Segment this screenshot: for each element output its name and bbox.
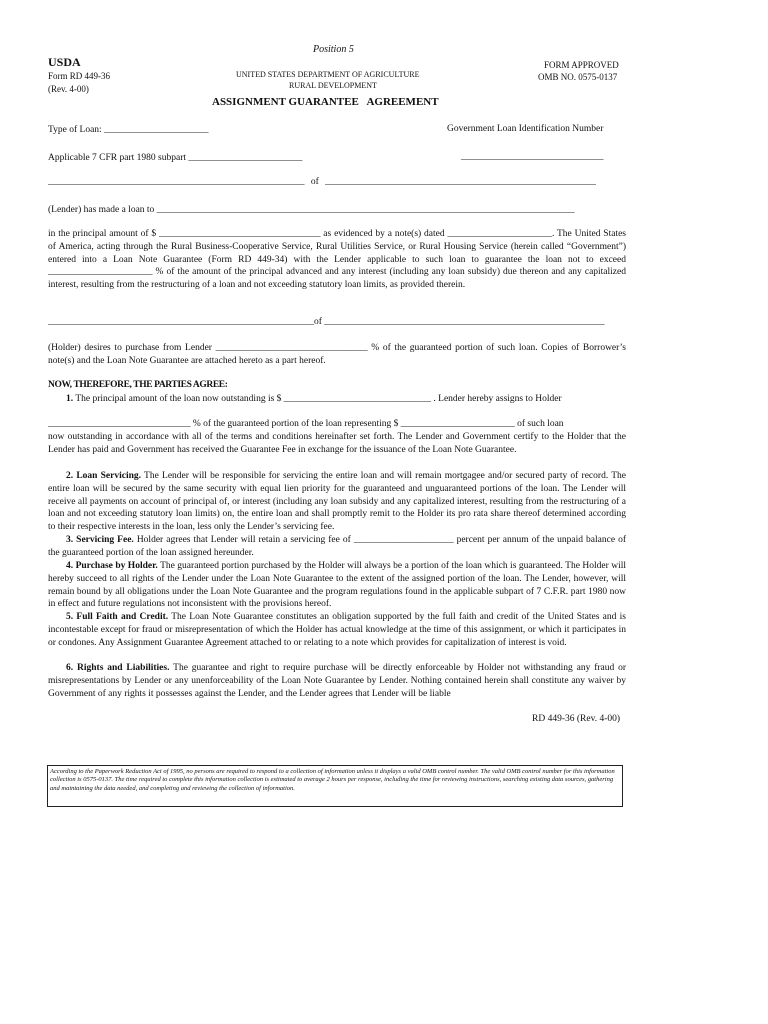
footer-form-ref: RD 449-36 (Rev. 4-00) <box>532 714 621 724</box>
intro-paragraph: in the principal amount of $ __________________________________ as evidenced by a note(s) dated ______________________. The United States of America, acting through the Rural Business-Cooperative Service, Rural Utilities Service, or Rural Housing Service (herein called “Government”) entered into a Loan Note Guarantee (Form RD 449-34) with the Lender applicable to such loan to guarantee the loan not to exceed ______________________ % of the amount of the principal advanced and any interest (including any loan subsidy) due thereon and any capitalized interest, resulting from the restructuring of a loan and not exceeding statutory loan limits, as provided therein. <box>48 229 626 291</box>
clause-4-number: 4. <box>66 561 74 571</box>
gov-loan-id-blank[interactable]: ______________________________ <box>461 152 604 162</box>
of-label: of <box>310 177 319 187</box>
lender-name-blank[interactable]: ______________________________________________________ <box>48 177 305 187</box>
clause-1-number: 1. <box>66 394 74 404</box>
holder-line <box>48 316 626 329</box>
agency-name: USDA <box>48 55 81 69</box>
clause-1-rest: now outstanding in accordance with all of the terms and conditions hereinafter set forth. The Lender and Government certify to the Holder that the Lender has paid and Government has received the Guarantee Fee in exchange for the issuance of the Loan Note Guarantee. <box>48 432 626 455</box>
holder-paragraph: (Holder) desires to purchase from Lender ________________________________ % of the guaranteed portion of such loan. Copies of Borrower’s note(s) and the Loan Note Guarantee are attached hereto as a part hereof. <box>48 343 626 366</box>
paperwork-notice: According to the Paperwork Reduction Act of 1995, no persons are required to respond to a collection of information unless it displays a valid OMB control number. The valid OMB control number for this information collection is 0575-0137. The time required to complete this information collection is estimated to average 2 hours per response, including the time for reviewing instructions, searching existing data sources, gathering and maintaining the data needed, and completing and reviewing the collection of information. <box>47 765 623 807</box>
clause-2-text: The Lender will be responsible for servicing the entire loan and will remain mortgagee and/or secured party of record. The entire loan will be secured by the same security with equal lien priority for the guaranteed and unguaranteed portions of the loan. The Lender will receive all payments on account of principal of, or interest (including any loan subsidy and any capitalized interest, resulting from the restructuring of a loan and not exceeding statutory loan limits) on, the entire loan and shall promptly remit to the Holder its pro rata share thereof determined according to their respective interests in the loan, less only the Lender’s servicing fee. <box>48 471 626 533</box>
clause-3-number: 3. <box>66 535 74 545</box>
clause-3 <box>48 534 626 560</box>
holder-name-blank[interactable]: ________________________________________________________ <box>48 317 314 327</box>
omb-number: OMB NO. 0575-0137 <box>538 72 618 82</box>
cfr-subpart-field[interactable]: Applicable 7 CFR part 1980 subpart ________________________ <box>48 153 303 163</box>
form-revision: (Rev. 4-00) <box>48 84 89 94</box>
clause-2-title: Loan Servicing. <box>76 471 142 481</box>
clause-2-number: 2. <box>66 471 74 481</box>
clause-4 <box>48 560 626 611</box>
position-label: Position 5 <box>313 44 354 55</box>
department-name: UNITED STATES DEPARTMENT OF AGRICULTURE <box>236 70 420 79</box>
clause-1-line-1 <box>48 393 626 406</box>
lender-made-loan-field[interactable]: (Lender) has made a loan to ________________________________________________________________________________________ <box>48 205 575 215</box>
clause-6 <box>48 662 626 700</box>
clause-1-line-2[interactable]: ______________________________ % of the guaranteed portion of the loan representing $ ________________________ of such loan <box>48 419 564 429</box>
clause-5-text: The Loan Note Guarantee constitutes an obligation supported by the full faith and credit of the United States and is incontestable except for fraud or misrepresentation of which the Holder has actual knowledge at the time of this assignment, or which it participates in or condones. Any Assignment Guarantee Agreement attached to or relating to a note which provides for capitalization of interest is void. <box>48 612 626 648</box>
clause-6-number: 6. <box>66 663 74 673</box>
division-name: RURAL DEVELOPMENT <box>289 81 377 90</box>
clause-2 <box>48 470 626 534</box>
clause-6-text: The guarantee and right to require purchase will be directly enforceable by Holder not withstanding any fraud or misrepresentations by Lender or any unenforceability of the Loan Note Guarantee by Lender. Nothing contained herein shall constitute any waiver by Government of any rights it possesses against the Lender, and the Lender agrees that Lender will be liable <box>48 663 627 699</box>
gov-loan-id-label: Government Loan Identification Number <box>447 124 604 134</box>
page-title: ASSIGNMENT GUARANTEE AGREEMENT <box>212 96 439 108</box>
agree-heading: NOW, THEREFORE, THE PARTIES AGREE: <box>48 380 228 390</box>
clause-5 <box>48 611 626 649</box>
clause-3-text: Holder agrees that Lender will retain a servicing fee of _____________________ percent per annum of the unpaid balance of the guaranteed portion of the loan assigned hereunder. <box>48 535 626 558</box>
type-of-loan-field[interactable]: Type of Loan: ______________________ <box>48 125 209 135</box>
form-approved-label: FORM APPROVED <box>544 60 619 70</box>
lender-address-blank[interactable]: _________________________________________________________ <box>325 177 596 187</box>
clause-4-text: The guaranteed portion purchased by the Holder will always be a portion of the loan which is guaranteed. The Holder will hereby succeed to all rights of the Lender under the Loan Note Guarantee to the extent of the assigned portion of the loan. The Lender, however, will remain bound by all obligations under the Loan Note Guarantee and the program regulations found in the applicable subpart of 7 C.F.R. part 1980 now in effect and future regulations not inconsistent with the provisions hereof. <box>48 561 626 610</box>
lender-line <box>48 176 626 189</box>
holder-address-blank[interactable]: ___________________________________________________________ <box>324 317 605 327</box>
clause-4-title: Purchase by Holder. <box>75 561 158 571</box>
clause-5-title: Full Faith and Credit. <box>76 612 169 622</box>
clause-1-text-1[interactable]: The principal amount of the loan now outstanding is $ _______________________________ . Lender hereby assigns to Holder <box>75 394 562 404</box>
of-label-2: of <box>314 317 322 327</box>
clause-3-title: Servicing Fee. <box>76 535 134 545</box>
form-number: Form RD 449-36 <box>48 71 111 81</box>
clause-5-number: 5. <box>66 612 74 622</box>
clause-6-title: Rights and Liabilities. <box>77 663 170 673</box>
